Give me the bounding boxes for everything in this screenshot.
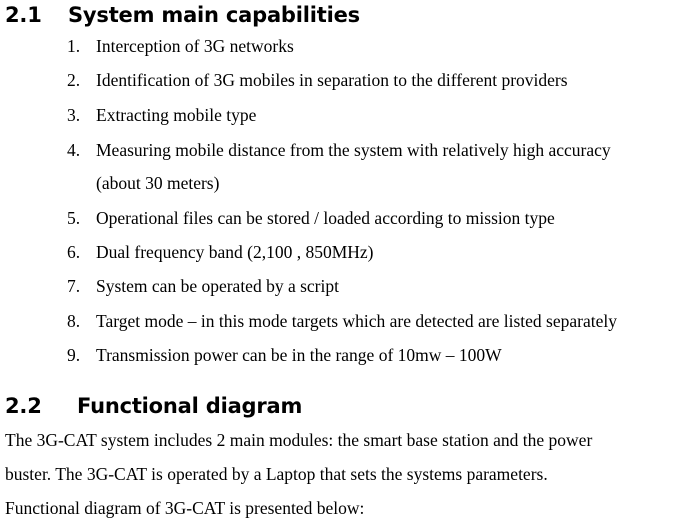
list-item-number: 6. [67, 242, 81, 262]
list-item-text: Dual frequency band (2,100 , 850MHz) [96, 242, 374, 262]
list-item-number: 2. [67, 70, 81, 90]
section-number: 2.2 [5, 394, 42, 418]
list-item-number: 4. [67, 140, 81, 160]
list-item-text: System can be operated by a script [96, 276, 339, 296]
list-item-number: 8. [67, 311, 81, 331]
list-item-text: Target mode – in this mode targets which are detected are listed separately [96, 311, 617, 331]
list-item-text: Extracting mobile type [96, 105, 257, 125]
paragraph-line: The 3G-CAT system includes 2 main modules: the smart base station and the power [5, 430, 593, 450]
list-item-continuation: (about 30 meters) [96, 173, 220, 193]
list-item-text: Operational files can be stored / loaded according to mission type [96, 208, 555, 228]
section-title: System main capabilities [68, 3, 360, 27]
section-number: 2.1 [5, 3, 42, 27]
section-title: Functional diagram [77, 394, 303, 418]
list-item-number: 1. [67, 36, 81, 56]
list-item-text: Measuring mobile distance from the system with relatively high accuracy [96, 140, 611, 160]
section-heading-functional-diagram [5, 394, 303, 418]
paragraph-line: buster. The 3G-CAT is operated by a Laptop that sets the systems parameters. [5, 464, 548, 484]
section-heading-capabilities [5, 3, 360, 27]
list-item-number: 5. [67, 208, 81, 228]
paragraph-line: Functional diagram of 3G-CAT is presented below: [5, 498, 365, 518]
list-item-number: 7. [67, 276, 81, 296]
list-item-text: Transmission power can be in the range of 10mw – 100W [96, 345, 502, 365]
list-item-text: Identification of 3G mobiles in separation to the different providers [96, 70, 568, 90]
list-item-number: 9. [67, 345, 81, 365]
list-item-text: Interception of 3G networks [96, 36, 294, 56]
list-item-number: 3. [67, 105, 81, 125]
